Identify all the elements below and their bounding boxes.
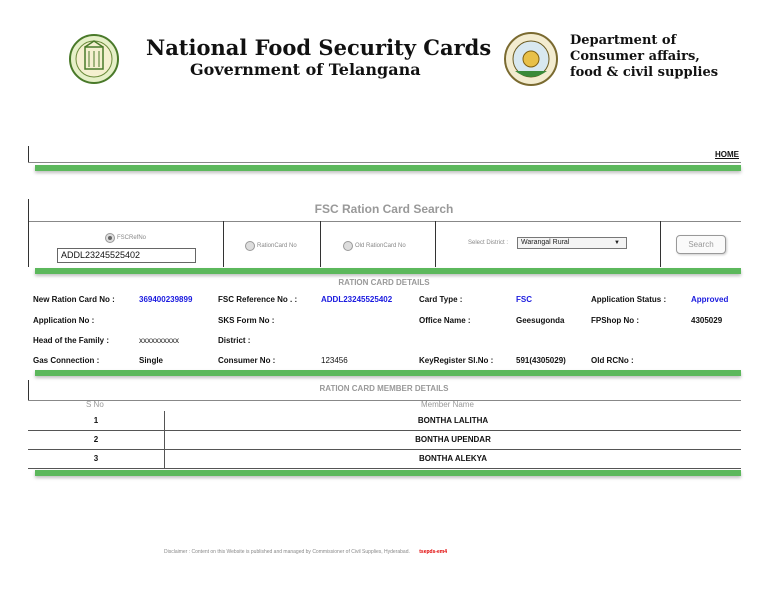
member-name: BONTHA UPENDAR — [415, 435, 491, 444]
home-link[interactable]: HOME — [715, 150, 739, 159]
gas-connection-value: Single — [139, 356, 164, 365]
district-detail-label: District : — [218, 336, 251, 345]
civil-supplies-seal-logo — [503, 31, 559, 87]
search-green-bar — [35, 268, 741, 274]
dropdown-arrow-icon: ▼ — [614, 240, 620, 246]
members-heading: RATION CARD MEMBER DETAILS — [319, 384, 449, 393]
head-of-family-value: xxxxxxxxxx — [139, 336, 179, 345]
radio-old-rationcard-dot[interactable] — [343, 241, 353, 251]
district-select-value: Warangal Rural — [521, 239, 570, 246]
details-heading: RATION CARD DETAILS — [338, 278, 430, 287]
radio-fscrefno-dot[interactable] — [105, 233, 115, 243]
member-sno: 3 — [93, 454, 99, 463]
application-no-label: Application No : — [33, 316, 95, 325]
fsc-reference-label: FSC Reference No . : — [218, 295, 298, 304]
office-name-value: Geesugonda — [516, 316, 565, 325]
member-sno: 2 — [93, 435, 99, 444]
consumer-no-value: 123456 — [321, 356, 348, 365]
office-name-label: Office Name : — [419, 316, 471, 325]
new-ration-card-value: 369400239899 — [139, 295, 193, 304]
footer-tag: tsepds-em4 — [419, 549, 448, 555]
page-title: National Food Security Cards — [146, 35, 492, 60]
radio-rationcard-dot[interactable] — [245, 241, 255, 251]
member-name: BONTHA LALITHA — [417, 416, 489, 425]
fpshop-label: FPShop No : — [591, 316, 639, 325]
footer — [164, 549, 447, 555]
members-green-bar — [35, 470, 741, 476]
search-button[interactable]: Search — [676, 235, 726, 254]
fsc-reference-value: ADDL23245525402 — [321, 295, 393, 304]
key-register-label: KeyRegister Sl.No : — [419, 356, 494, 365]
gas-connection-label: Gas Connection : — [33, 356, 100, 365]
member-sno: 1 — [93, 416, 99, 425]
key-register-value: 591(4305029) — [516, 356, 566, 365]
new-ration-card-label: New Ration Card No : — [33, 295, 115, 304]
table-row — [28, 411, 741, 430]
card-type-value: FSC — [516, 295, 532, 304]
member-name: BONTHA ALEKYA — [418, 454, 487, 463]
district-label: Select District : — [468, 240, 509, 246]
radio-old-rationcard-no[interactable] — [343, 237, 406, 255]
fpshop-value: 4305029 — [691, 316, 723, 325]
table-row — [28, 449, 741, 468]
radio-old-rationcard-label: Old RationCard No — [355, 242, 406, 249]
consumer-no-label: Consumer No : — [218, 356, 276, 365]
col-header-sno: S No — [86, 400, 104, 409]
fsc-ref-input[interactable]: ADDL23245525402 — [57, 248, 196, 263]
radio-fscrefno[interactable] — [105, 229, 146, 247]
details-green-bar — [35, 370, 741, 376]
district-select[interactable] — [517, 237, 627, 249]
table-row — [28, 430, 741, 449]
radio-rationcard-label: RationCard No — [257, 242, 297, 249]
nav-green-bar — [35, 165, 741, 171]
radio-fscrefno-label: FSCRefNo — [117, 234, 147, 241]
telangana-emblem-logo — [68, 33, 120, 85]
card-type-label: Card Type : — [419, 295, 463, 304]
search-section-title: FSC Ration Card Search — [314, 202, 454, 216]
page-subtitle: Government of Telangana — [190, 60, 421, 79]
col-header-member-name: Member Name — [421, 400, 474, 409]
application-status-value: Approved — [691, 295, 729, 304]
disclaimer-text: Disclaimer : Content on this Website is published and managed by Commissioner of Civil Supplies, Hyderabad. — [164, 549, 410, 555]
head-of-family-label: Head of the Family : — [33, 336, 110, 345]
old-rcno-label: Old RCNo : — [591, 356, 634, 365]
sks-form-label: SKS Form No : — [218, 316, 275, 325]
department-name: Department of Consumer affairs, food & civil supplies — [570, 33, 719, 80]
radio-rationcard-no[interactable] — [245, 237, 297, 255]
application-status-label: Application Status : — [591, 295, 667, 304]
